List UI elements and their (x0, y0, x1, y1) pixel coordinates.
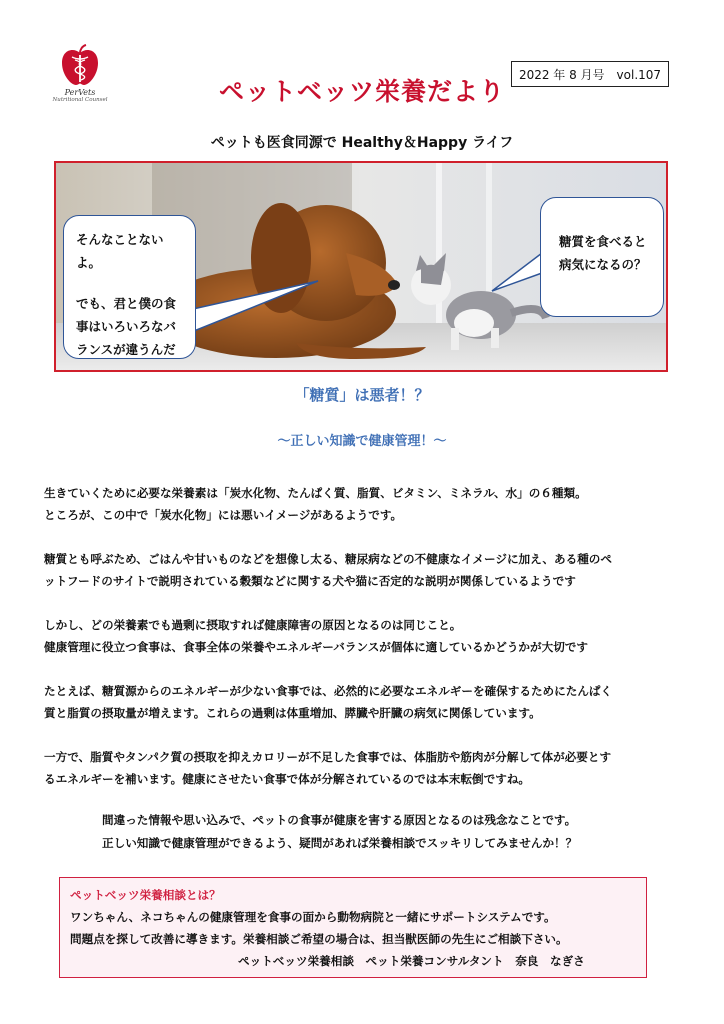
speech-bubble-dog (63, 215, 196, 359)
paragraph-line: しかし、どの栄養素でも過剰に摂取すれば健康障害の原因となるのは同じこと。 (44, 618, 462, 632)
bubble-kitten-line2: 病気になるの？ (559, 257, 647, 272)
paragraph-line: 健康管理に役立つ食事は、食事全体の栄養やエネルギーバランスが個体に適しているかどうかが大切です (44, 640, 588, 654)
newsletter-subtitle: ペットも医食同源で Healthy＆Happy ライフ (210, 135, 514, 151)
newsletter-title: ペットベッツ栄養だより (218, 77, 505, 106)
info-box-line1: ワンちゃん、ネコちゃんの健康管理を食事の面から動物病院と一緒にサポートシステムです。 (70, 910, 556, 924)
article-subheading: ～正しい知識で健康管理！～ (277, 434, 447, 449)
paragraph-line: 一方で、脂質やタンパク質の摂取を抑えカロリーが不足した食事では、体脂肪や筋肉が分解して体が必要とす (44, 750, 612, 764)
info-box-signature: ペットベッツ栄養相談 ペット栄養コンサルタント 奈良 なぎさ (238, 954, 585, 968)
paragraph-line: 糖質とも呼ぶため、ごはんや甘いものなどを想像し太る、糖尿病などの不健康なイメージに加え、ある種のペ (44, 552, 612, 566)
bubble-dog-line4: ランスが違うんだ (76, 342, 176, 357)
paragraph-line: たとえば、糖質源からのエネルギーが少ない食事では、必然的に必要なエネルギーを確保するためにたんぱく (44, 684, 613, 698)
photo-frame (54, 161, 668, 372)
bubble-dog-line3: 事はいろいろなバ (76, 319, 177, 334)
article-body (44, 482, 684, 812)
logo-brand: PerVets (64, 88, 96, 97)
closing-line2: 正しい知識で健康管理ができるよう、疑問があれば栄養相談でスッキリしてみませんか！？ (102, 836, 578, 850)
paragraph-line: 質と脂質の摂取量が増えます。これらの過剰は体重増加、膵臓や肝臓の病気に関係しています。 (44, 706, 541, 720)
bubble-dog-line2: でも、君と僕の食 (76, 296, 177, 311)
closing-message (102, 809, 702, 855)
bubble-kitten-line1: 糖質を食べると (559, 234, 647, 249)
paragraph (44, 548, 684, 592)
info-box-title: ペットベッツ栄養相談とは？ (70, 888, 221, 902)
bubble-dog-line1: そんなことないよ。 (76, 232, 164, 270)
consultation-info-box (59, 877, 647, 978)
paragraph (44, 614, 684, 658)
closing-line1: 間違った情報や思い込みで、ペットの食事が健康を害する原因となるのは残念なことです。 (102, 813, 577, 827)
paragraph-line: ットフードのサイトで説明されている穀類などに関する犬や猫に否定的な説明が関係しているようです (44, 574, 576, 588)
article-heading: 「糖質」は悪者！？ (294, 386, 430, 404)
paragraph-line: ところが、この中で「炭水化物」には悪いイメージがあるようです。 (44, 508, 403, 522)
paragraph-line: 生きていくために必要な栄養素は「炭水化物、たんぱく質、脂質、ビタミン、ミネラル、水」の６種類。 (44, 486, 587, 500)
logo-tagline: Nutritional Counsel (52, 97, 108, 103)
paragraph-line: るエネルギーを補います。健康にさせたい食事で体が分解されているのでは本末転倒ですね。 (44, 772, 531, 786)
info-box-line2: 問題点を探して改善に導きます。栄養相談ご希望の場合は、担当獣医師の先生にご相談下さい。 (70, 932, 568, 946)
speech-bubble-kitten (540, 197, 664, 317)
paragraph (44, 482, 684, 526)
issue-box: 2022 年 8 月号 vol.107 (511, 61, 669, 87)
paragraph (44, 746, 684, 790)
paragraph (44, 680, 684, 724)
